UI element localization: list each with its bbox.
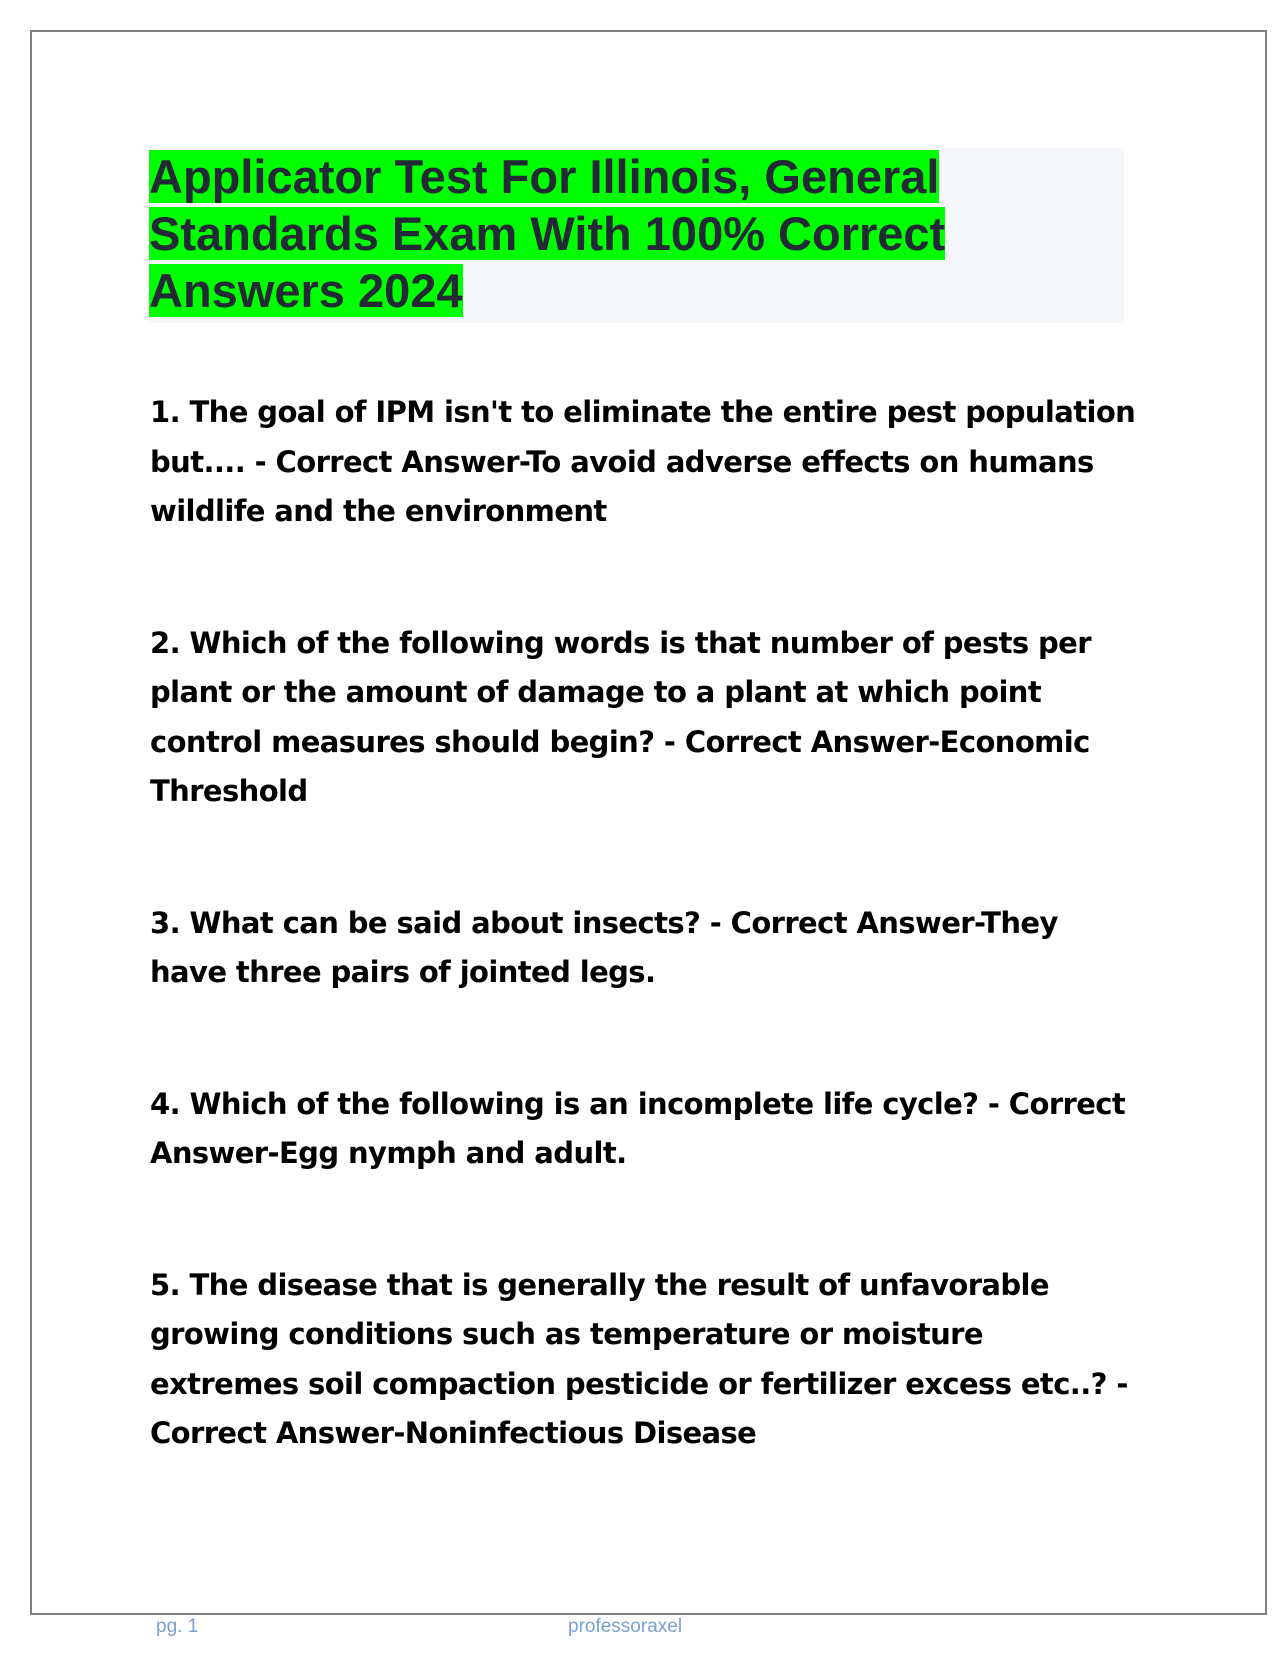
qa-item: 2. Which of the following words is that number of pests per plant or the amount of damage to a plant at which point control measures should begin? - Correct Answer-Economic Threshold [150, 625, 1091, 808]
qa-item: 1. The goal of IPM isn't to eliminate the entire pest population but.... - Correct Answer-To avoid adverse effects on humans wildlife and the environment [150, 395, 1136, 528]
document-title-text: Applicator Test For Illinois, General Standards Exam With 100% Correct Answers 2024 [149, 150, 946, 317]
title-block [149, 148, 1124, 323]
footer-author: professoraxel [568, 1616, 683, 1637]
qa-item: 4. Which of the following is an incomplete life cycle? - Correct Answer-Egg nymph and adult. [150, 1086, 1126, 1170]
qa-item: 3. What can be said about insects? - Correct Answer-They have three pairs of jointed legs. [150, 905, 1058, 989]
document-title [149, 148, 1009, 319]
footer-page-number: pg. 1 [156, 1616, 199, 1637]
qa-item: 5. The disease that is generally the result of unfavorable growing conditions such as temperature or moisture extremes soil compaction pesticide or fertilizer excess etc..? - Correct Answer-Noninfectious Disease [150, 1267, 1128, 1450]
qa-list [150, 388, 1140, 1459]
